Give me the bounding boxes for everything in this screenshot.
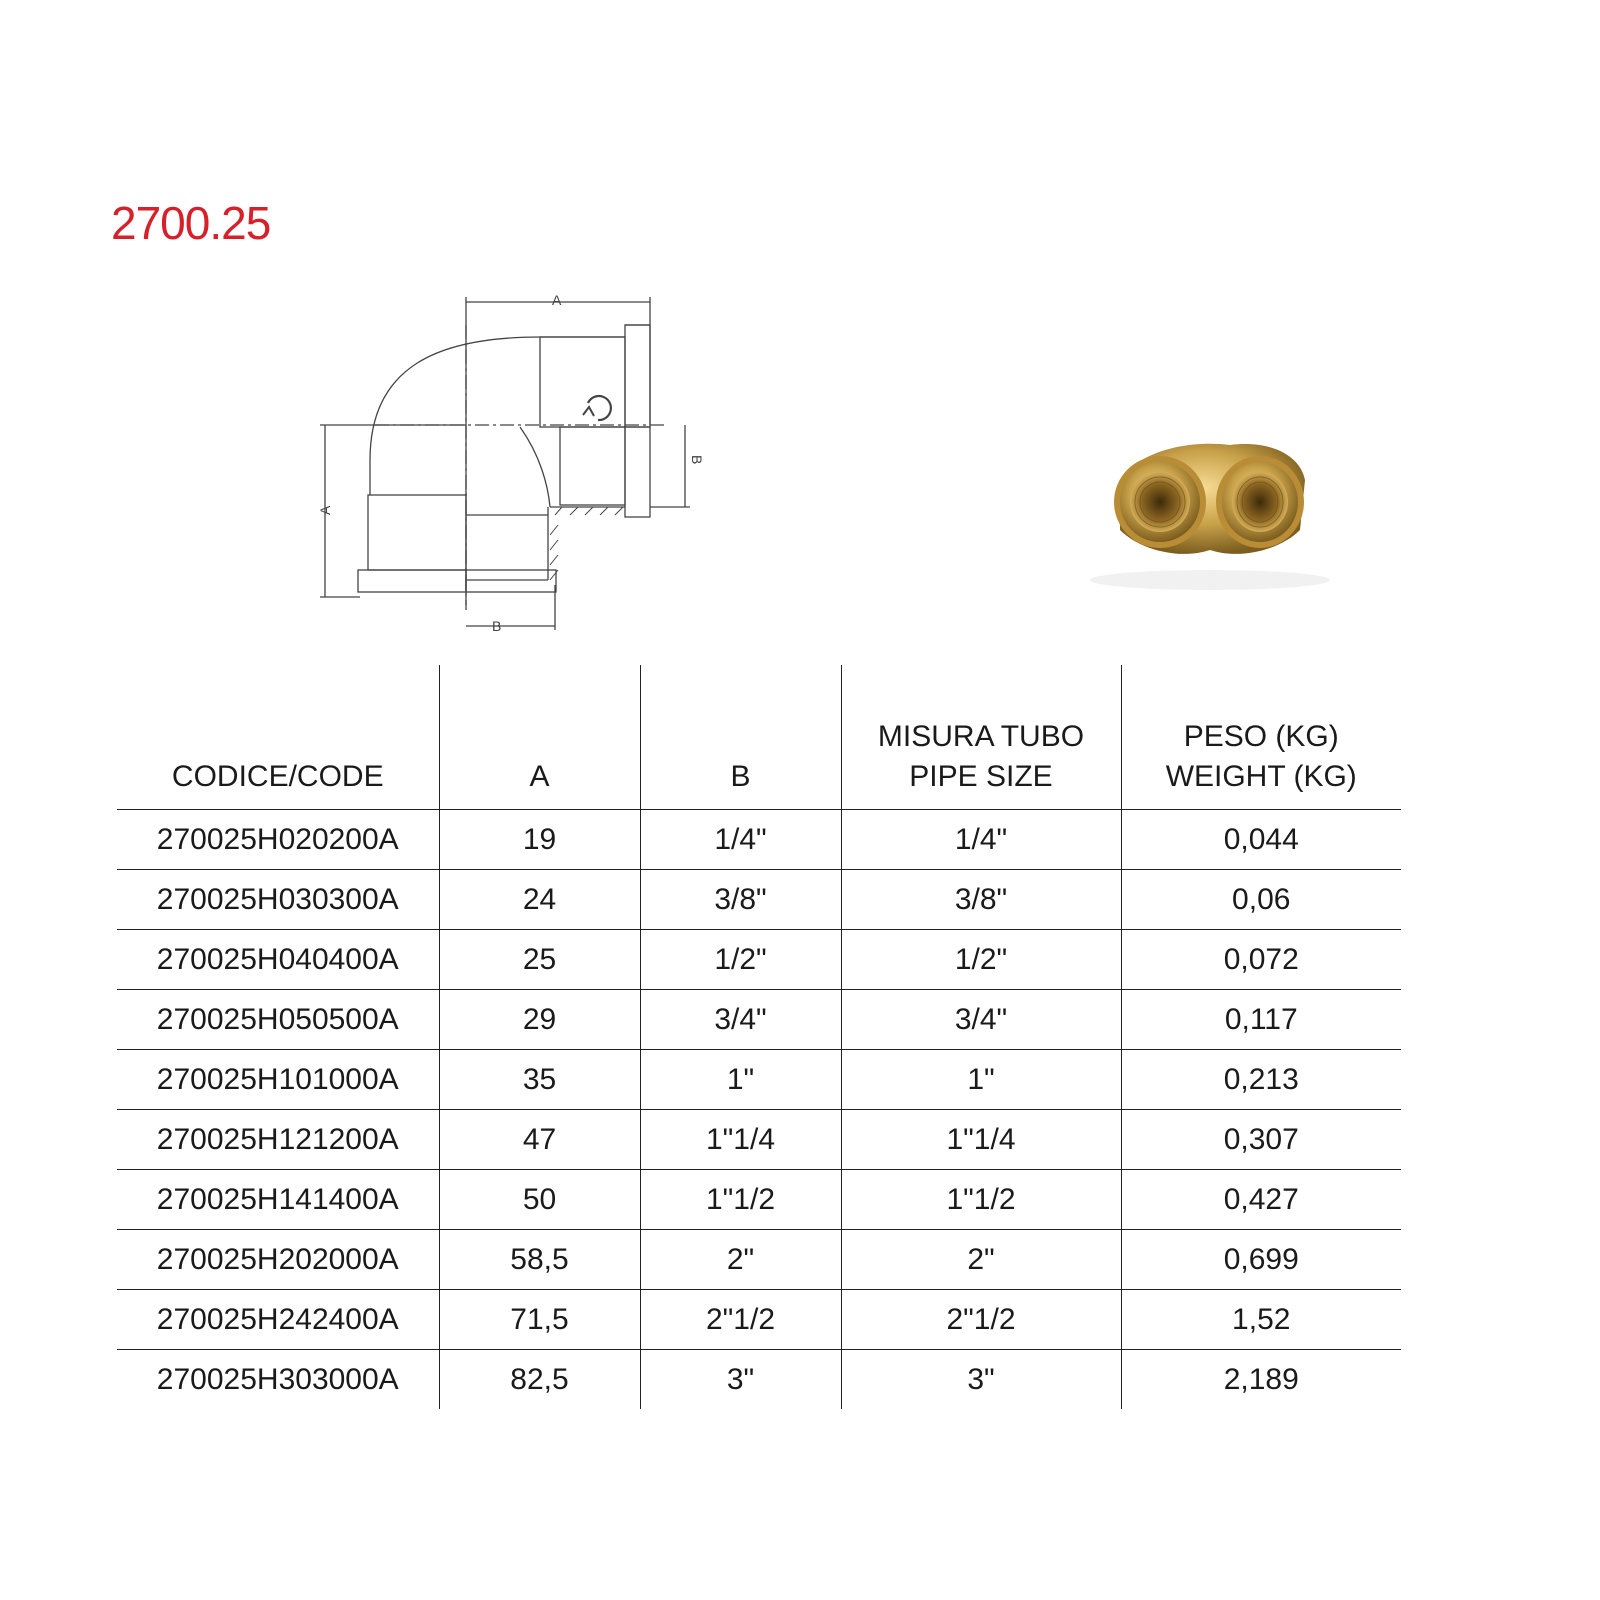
cell-code: 270025H050500A bbox=[117, 990, 439, 1050]
header-weight-line2: WEIGHT (KG) bbox=[1165, 760, 1357, 793]
cell-weight: 0,072 bbox=[1121, 930, 1401, 990]
cell-pipe: 1/2" bbox=[841, 930, 1121, 990]
table-row bbox=[117, 1290, 1401, 1350]
cell-b: 1/2" bbox=[640, 930, 841, 990]
header-code: CODICE/CODE bbox=[117, 665, 439, 810]
cell-weight: 0,427 bbox=[1121, 1170, 1401, 1230]
cell-weight: 0,307 bbox=[1121, 1110, 1401, 1170]
header-a: A bbox=[439, 665, 640, 810]
cell-code: 270025H303000A bbox=[156, 1363, 399, 1396]
table-row bbox=[117, 930, 1401, 990]
cell-weight: 0,213 bbox=[1121, 1050, 1401, 1110]
cell-pipe: 1" bbox=[841, 1050, 1121, 1110]
table-row bbox=[117, 1110, 1401, 1170]
cell-a: 58,5 bbox=[439, 1230, 640, 1290]
header-weight-line1: PESO (KG) bbox=[1183, 720, 1339, 753]
cell-a: 29 bbox=[439, 990, 640, 1050]
cell-a: 82,5 bbox=[439, 1350, 640, 1410]
dim-b-right-label: B bbox=[689, 455, 705, 465]
header-weight bbox=[1121, 665, 1401, 810]
cell-a: 47 bbox=[439, 1110, 640, 1170]
elbow-technical-drawing bbox=[300, 285, 720, 655]
cell-a: 25 bbox=[439, 930, 640, 990]
dim-b-bottom-label: B bbox=[492, 618, 502, 634]
cell-pipe: 2"1/2 bbox=[841, 1290, 1121, 1350]
table-row bbox=[117, 1170, 1401, 1230]
cell-weight: 0,699 bbox=[1121, 1230, 1401, 1290]
cell-b: 2" bbox=[640, 1230, 841, 1290]
cell-b: 2"1/2 bbox=[640, 1290, 841, 1350]
cell-pipe: 3" bbox=[841, 1350, 1121, 1410]
product-code-title: 2700.25 bbox=[111, 197, 271, 249]
cell-weight: 0,117 bbox=[1121, 990, 1401, 1050]
cell-pipe: 1/4" bbox=[841, 810, 1121, 870]
cell-weight: 1,52 bbox=[1121, 1290, 1401, 1350]
table-row bbox=[117, 810, 1401, 870]
header-pipe-line2: PIPE SIZE bbox=[909, 760, 1053, 793]
cell-pipe: 2" bbox=[841, 1230, 1121, 1290]
header-pipe-line1: MISURA TUBO bbox=[877, 720, 1085, 753]
cell-code: 270025H141400A bbox=[117, 1170, 439, 1230]
cell-weight: 2,189 bbox=[1121, 1350, 1401, 1410]
cell-pipe: 1"1/4 bbox=[841, 1110, 1121, 1170]
spec-table bbox=[117, 665, 1401, 1409]
cell-b: 1"1/4 bbox=[640, 1110, 841, 1170]
table-row bbox=[117, 1230, 1401, 1290]
cell-code: 270025H202000A bbox=[117, 1230, 439, 1290]
cell-code: 270025H101000A bbox=[117, 1050, 439, 1110]
cell-a: 50 bbox=[439, 1170, 640, 1230]
cell-weight: 0,044 bbox=[1121, 810, 1401, 870]
cell-weight: 0,06 bbox=[1121, 870, 1401, 930]
dim-a-top-label: A bbox=[552, 292, 562, 308]
cell-pipe: 3/4" bbox=[841, 990, 1121, 1050]
cell-b: 3/4" bbox=[640, 990, 841, 1050]
header-pipe-size bbox=[841, 665, 1121, 810]
cell-code: 270025H030300A bbox=[117, 870, 439, 930]
cell-code: 270025H242400A bbox=[117, 1290, 439, 1350]
cell-b: 3" bbox=[640, 1350, 841, 1410]
cell-a: 19 bbox=[439, 810, 640, 870]
table-header-row bbox=[117, 665, 1401, 810]
cell-a: 35 bbox=[439, 1050, 640, 1110]
cell-b: 1"1/2 bbox=[640, 1170, 841, 1230]
dim-a-left-label: A bbox=[317, 505, 333, 515]
cell-a: 71,5 bbox=[439, 1290, 640, 1350]
cell-pipe: 1"1/2 bbox=[841, 1170, 1121, 1230]
cell-b: 3/8" bbox=[640, 870, 841, 930]
cell-pipe: 3/8" bbox=[841, 870, 1121, 930]
table-row bbox=[117, 990, 1401, 1050]
brass-elbow-photo bbox=[1060, 410, 1360, 600]
cell-a: 24 bbox=[439, 870, 640, 930]
cell-b: 1/4" bbox=[640, 810, 841, 870]
cell-code: 270025H040400A bbox=[117, 930, 439, 990]
cell-code: 270025H121200A bbox=[117, 1110, 439, 1170]
cell-code: 270025H020200A bbox=[117, 810, 439, 870]
table-row bbox=[117, 1350, 1401, 1410]
header-b: B bbox=[640, 665, 841, 810]
table-row bbox=[117, 870, 1401, 930]
cell-b: 1" bbox=[640, 1050, 841, 1110]
table-row bbox=[117, 1050, 1401, 1110]
